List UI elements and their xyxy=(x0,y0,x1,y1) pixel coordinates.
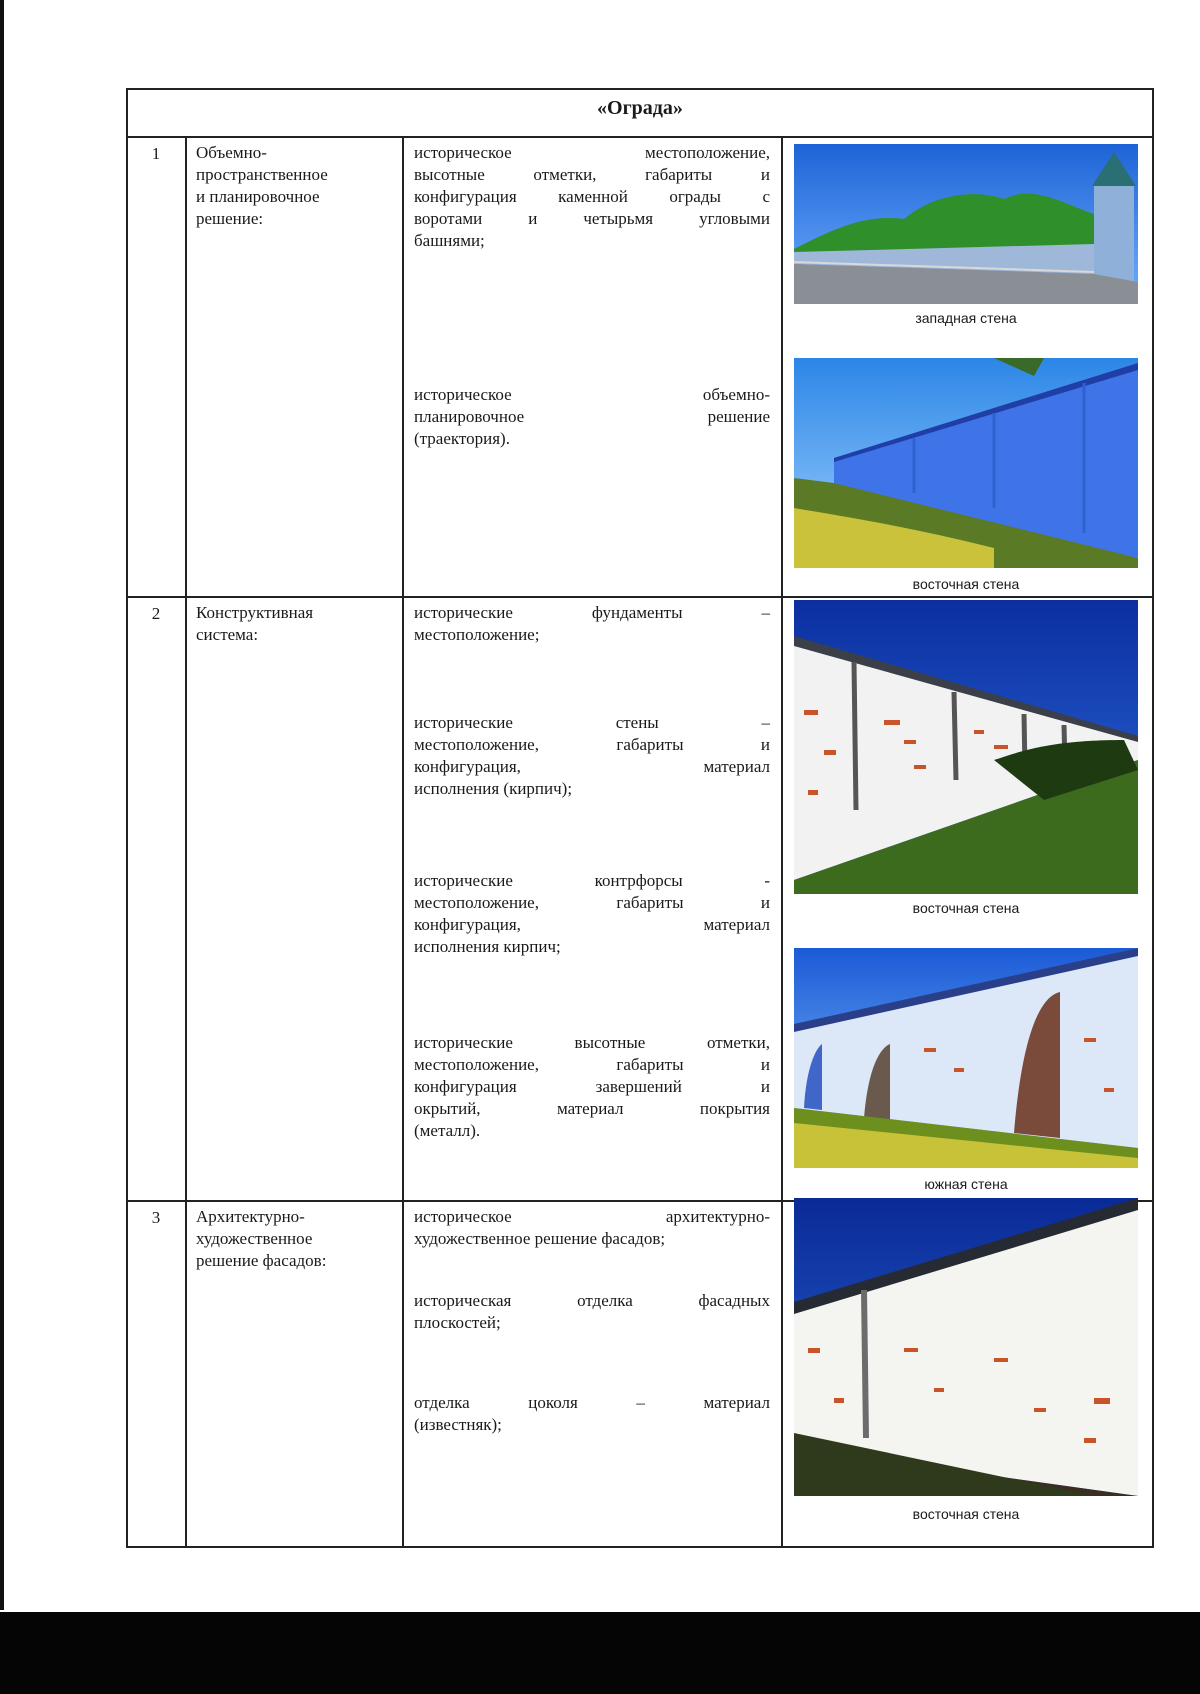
description-word: фасадных xyxy=(698,1291,770,1310)
table-border-left xyxy=(126,88,128,1548)
description-word: историческое xyxy=(414,1207,512,1226)
row-number: 2 xyxy=(151,604,161,623)
description-word: конфигурация, xyxy=(414,757,521,776)
description-word: с xyxy=(762,187,770,206)
description-word: материал xyxy=(703,915,770,934)
row-name-line: Конструктивная xyxy=(196,603,314,622)
description-line xyxy=(414,1054,770,1076)
photo-east-wall xyxy=(794,358,1138,568)
row-name-line: пространственное xyxy=(196,165,328,184)
description-paragraph xyxy=(414,602,770,646)
description-word: покрытия xyxy=(699,1099,770,1118)
description-word: местоположение, xyxy=(645,143,770,162)
description-word: четырьмя xyxy=(583,209,654,228)
description-word: объемно- xyxy=(702,385,770,404)
row-name xyxy=(196,142,396,230)
description-paragraph xyxy=(414,142,770,252)
col-divider-1 xyxy=(185,136,187,1548)
description-line xyxy=(414,734,770,756)
description-word: высотные xyxy=(414,165,485,184)
description-word: конфигурация xyxy=(414,187,517,206)
description-paragraph xyxy=(414,1206,770,1250)
description-line xyxy=(414,756,770,778)
description-line: (известняк); xyxy=(414,1415,502,1434)
description-word: и xyxy=(528,209,538,228)
description-paragraph xyxy=(414,870,770,958)
description-line xyxy=(414,1076,770,1098)
description-word: материал xyxy=(703,1393,770,1412)
photo-caption: западная стена xyxy=(915,310,1017,326)
description-word: габариты xyxy=(616,893,684,912)
table-border-bottom xyxy=(126,1546,1154,1548)
description-word: исторические xyxy=(414,871,513,890)
description-word: завершений xyxy=(595,1077,682,1096)
description-word: габариты xyxy=(645,165,713,184)
description-word: стены xyxy=(615,713,659,732)
description-word: цоколя xyxy=(528,1393,578,1412)
description-word: конфигурация xyxy=(414,1077,517,1096)
description-word: и xyxy=(760,1055,770,1074)
description-line xyxy=(414,892,770,914)
description-word: отметки, xyxy=(533,165,597,184)
description-paragraph xyxy=(414,1290,770,1334)
description-word: – xyxy=(636,1393,645,1412)
row-name-line: и планировочное xyxy=(196,187,320,206)
description-line xyxy=(414,602,770,624)
description-word: отделка xyxy=(414,1393,470,1412)
photo-caption: южная стена xyxy=(924,1176,1008,1192)
description-word: – xyxy=(761,603,770,622)
description-word: – xyxy=(761,713,770,732)
description-word: отметки, xyxy=(706,1033,770,1052)
description-paragraph xyxy=(414,1032,770,1142)
description-word: и xyxy=(760,735,770,754)
description-line xyxy=(414,712,770,734)
description-word: историческая xyxy=(414,1291,512,1310)
row-divider-1 xyxy=(126,596,1154,598)
col-divider-3 xyxy=(781,136,783,1548)
row-name xyxy=(196,1206,396,1272)
description-word: контрфорсы xyxy=(594,871,683,890)
photo-caption: восточная стена xyxy=(912,900,1020,916)
description-word: габариты xyxy=(616,735,684,754)
photo-east-wall-facade xyxy=(794,1198,1138,1496)
scan-left-edge xyxy=(0,0,4,1610)
description-line xyxy=(414,164,770,186)
description-line xyxy=(414,1098,770,1120)
description-paragraph xyxy=(414,712,770,800)
row-name-line: Архитектурно- xyxy=(196,1207,305,1226)
description-word: местоположение, xyxy=(414,893,539,912)
description-line: башнями; xyxy=(414,231,485,250)
description-word: материал xyxy=(703,757,770,776)
row-name-line: Объемно- xyxy=(196,143,267,162)
description-word: и xyxy=(760,1077,770,1096)
description-line xyxy=(414,1206,770,1228)
photo-south-wall xyxy=(794,948,1138,1168)
description-word: окрытий, xyxy=(414,1099,481,1118)
row-name-line: решение фасадов: xyxy=(196,1251,327,1270)
description-word: материал xyxy=(556,1099,624,1118)
description-line xyxy=(414,870,770,892)
description-word: ограды xyxy=(669,187,721,206)
description-word: конфигурация, xyxy=(414,915,521,934)
scan-bottom-band xyxy=(0,1612,1200,1694)
description-word: габариты xyxy=(616,1055,684,1074)
description-word: - xyxy=(764,871,770,890)
row-name-line: художественное xyxy=(196,1229,313,1248)
description-line xyxy=(414,384,770,406)
photo-caption: восточная стена xyxy=(912,576,1020,592)
row-name xyxy=(196,602,396,646)
photo-west-wall xyxy=(794,144,1138,304)
description-word: решение xyxy=(707,407,770,426)
description-line: местоположение; xyxy=(414,625,540,644)
description-word: отделка xyxy=(577,1291,633,1310)
description-line xyxy=(414,208,770,230)
description-word: архитектурно- xyxy=(665,1207,770,1226)
col-divider-2 xyxy=(402,136,404,1548)
description-word: историческое xyxy=(414,385,512,404)
description-line xyxy=(414,914,770,936)
description-line: художественное решение фасадов; xyxy=(414,1229,666,1248)
description-line: плоскостей; xyxy=(414,1313,501,1332)
description-line xyxy=(414,1032,770,1054)
description-word: воротами xyxy=(414,209,483,228)
table-border-right xyxy=(1152,88,1154,1548)
description-word: исторические xyxy=(414,1033,513,1052)
description-line: (траектория). xyxy=(414,429,510,448)
description-line xyxy=(414,142,770,164)
description-word: местоположение, xyxy=(414,1055,539,1074)
description-line: исполнения кирпич; xyxy=(414,937,561,956)
row-number: 3 xyxy=(151,1208,161,1227)
row-name-line: решение: xyxy=(196,209,264,228)
description-word: исторические xyxy=(414,713,513,732)
row-number: 1 xyxy=(151,144,161,163)
description-word: исторические xyxy=(414,603,513,622)
row-name-line: система: xyxy=(196,625,259,644)
description-word: планировочное xyxy=(414,407,525,426)
description-word: историческое xyxy=(414,143,512,162)
description-paragraph xyxy=(414,384,770,450)
description-paragraph xyxy=(414,1392,770,1436)
description-line xyxy=(414,1392,770,1414)
description-line xyxy=(414,1290,770,1312)
photo-caption: восточная стена xyxy=(912,1506,1020,1522)
description-word: высотные xyxy=(574,1033,646,1052)
title-divider xyxy=(126,136,1154,138)
description-line xyxy=(414,406,770,428)
description-word: и xyxy=(760,893,770,912)
description-word: каменной xyxy=(558,187,628,206)
photo-east-wall-brick xyxy=(794,600,1138,894)
description-word: угловыми xyxy=(699,209,770,228)
description-line xyxy=(414,186,770,208)
description-line: (металл). xyxy=(414,1121,481,1140)
table-title: «Ограда» xyxy=(597,97,683,119)
description-word: и xyxy=(760,165,770,184)
description-word: местоположение, xyxy=(414,735,539,754)
description-line: исполнения (кирпич); xyxy=(414,779,573,798)
description-word: фундаменты xyxy=(591,603,683,622)
